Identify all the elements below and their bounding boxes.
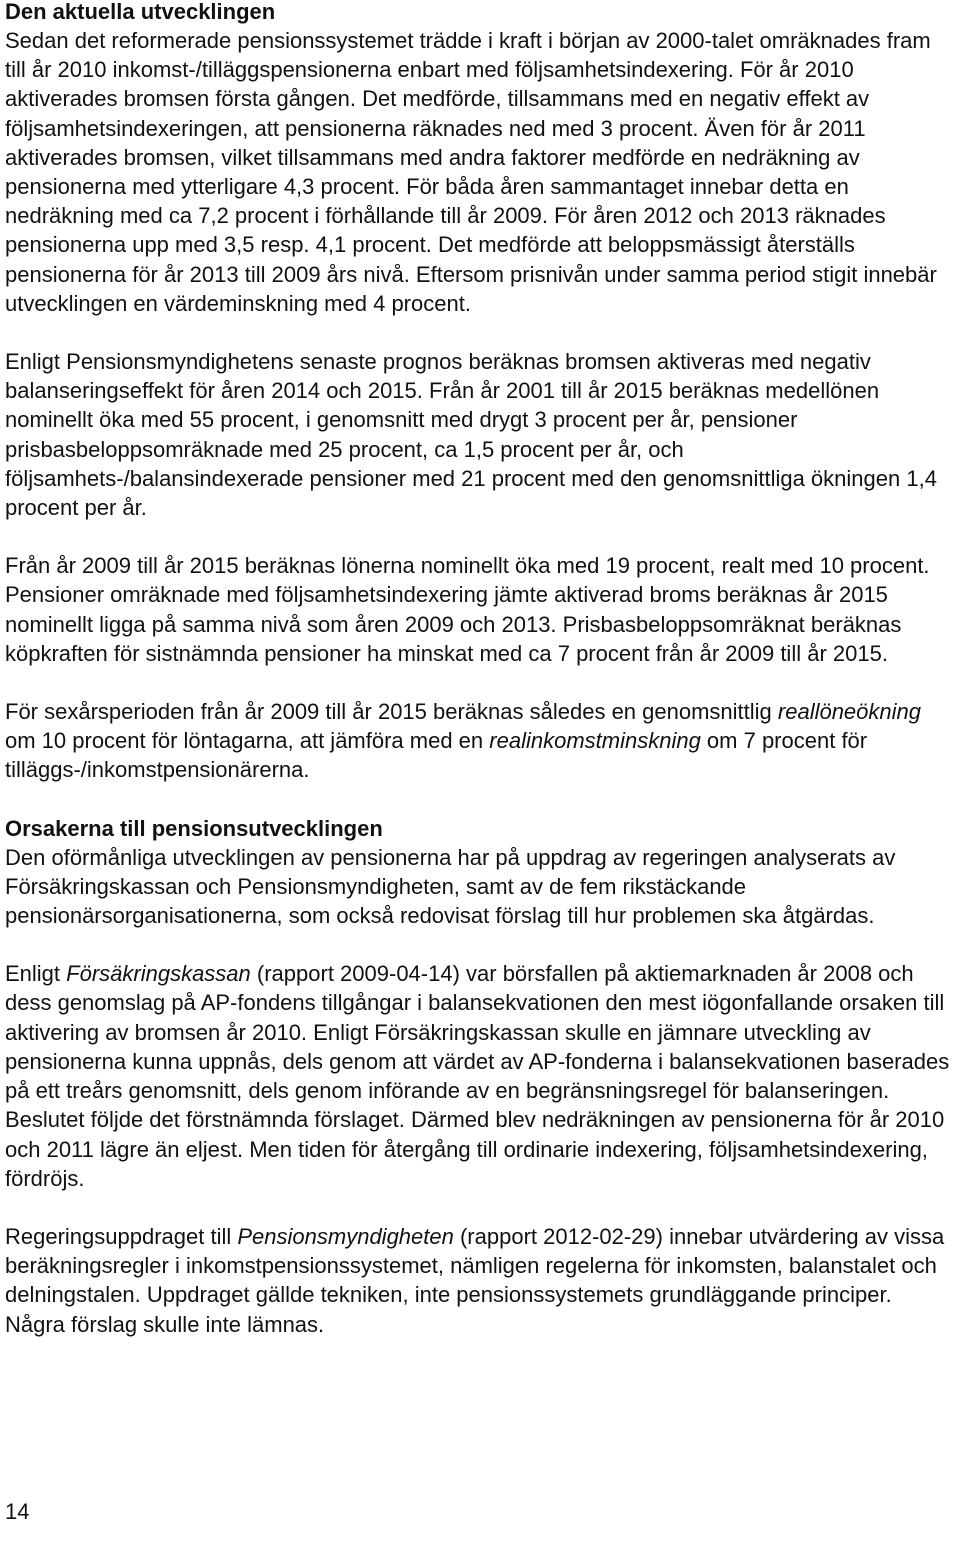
paragraph: Sedan det reformerade pensionssystemet trädde i kraft i början av 2000-talet omräknades fram till år 2010 inkomst-/tilläggspensionerna enbart med följsamhetsindexering. För år 2010 aktiverades bromsen första gången. Det medförde, tillsammans med en negativ effekt av följsamhetsindexeringen, att pensionerna räknades ned med 3 procent. Även för år 2011 aktiverades bromsen, vilket tillsammans med andra faktorer medförde en nedräkning av pensionerna med ytterligare 4,3 procent. För båda åren sammantaget innebar detta en nedräkning med ca 7,2 procent i förhållande till år 2009. För åren 2012 och 2013 räknades pensionerna upp med 3,5 resp. 4,1 procent. Det medförde att beloppsmässigt återställs pensionerna för år 2013 till 2009 års nivå. Eftersom prisnivån under samma period stigit innebär utvecklingen en värdeminskning med 4 procent. bbox=[5, 28, 937, 316]
text-run: om 7 procent för tilläggs-/inkomstpensionärerna. bbox=[5, 728, 868, 783]
paragraph: Den oförmånliga utvecklingen av pensionerna har på uppdrag av regeringen analyserats av Försäkringskassan och Pensionsmyndigheten, samt av de fem rikstäckande pensionärsorganisationerna, som också redovisat förslag till hur problemen ska åtgärdas. bbox=[5, 844, 896, 929]
paragraph: Enligt Pensionsmyndighetens senaste prognos beräknas bromsen aktiveras med negativ balanseringseffekt för åren 2014 och 2015. Från år 2001 till år 2015 beräknas medellönen nominellt öka med 55 procent, i genomsnitt med drygt 3 procent per år, pensioner prisbasbeloppsomräknade med 25 procent, ca 1,5 procent per år, och följsamhets-/balansindexerade pensioner med 21 procent med den genomsnittliga ökningen 1,4 procent per år. bbox=[5, 349, 937, 521]
emphasis: realinkomstminskning bbox=[489, 728, 701, 754]
text-run: För sexårsperioden från år 2009 till år 2015 beräknas således en genomsnittlig bbox=[5, 699, 778, 725]
text-run: Enligt bbox=[5, 961, 67, 987]
paragraph: Från år 2009 till år 2015 beräknas lönerna nominellt öka med 19 procent, realt med 10 procent. Pensioner omräknade med följsamhetsindexering jämte aktiverad broms beräknas år 2015 nominellt ligga på samma nivå som åren 2009 och 2013. Prisbasbeloppsomräknat beräknas köpkraften för sistnämnda pensioner ha minskat med ca 7 procent från år 2009 till år 2015. bbox=[5, 553, 930, 666]
emphasis: reallöneökning bbox=[777, 699, 921, 725]
section-heading: Den aktuella utvecklingen bbox=[5, 0, 276, 24]
paragraph bbox=[5, 697, 957, 785]
page-number: 14 bbox=[5, 1499, 30, 1524]
paragraph bbox=[5, 959, 957, 1193]
text-run: Regeringsuppdraget till bbox=[5, 1223, 238, 1249]
document-page bbox=[5, 0, 957, 1339]
text-run: om 10 procent för löntagarna, att jämföra med en bbox=[5, 728, 490, 754]
paragraph bbox=[5, 1222, 957, 1339]
text-run: (rapport 2009-04-14) var börsfallen på aktiemarknaden år 2008 och dess genomslag på AP-fondens tillgångar i balansekvationen den mest iögonfallande orsaken till aktivering av bromsen år 2010. Enligt Försäkringskassan skulle en jämnare utveckling av pensionerna kunna uppnås, dels genom att värdet av AP-fonderna i balansekvationen baserades på ett treårs genomsnitt, dels genom införande av en begränsningsregel för balanseringen. Beslutet följde det förstnämnda förslaget. Därmed blev nedräkningen av pensionerna för år 2010 och 2011 lägre än eljest. Men tiden för återgång till ordinarie indexering, följsamhetsindexering, fördröjs. bbox=[5, 961, 950, 1191]
emphasis: Försäkringskassan bbox=[66, 961, 251, 987]
text-run: (rapport 2012-02-29) innebar utvärdering av vissa beräkningsregler i inkomstpensionssystemet, nämligen regelerna för inkomsten, balanstalet och delningstalen. Uppdraget gällde tekniken, inte pensionssystemets grundläggande principer. Några förslag skulle inte lämnas. bbox=[5, 1223, 945, 1337]
emphasis: Pensionsmyndigheten bbox=[237, 1223, 454, 1249]
section-heading: Orsakerna till pensionsutvecklingen bbox=[5, 815, 383, 841]
